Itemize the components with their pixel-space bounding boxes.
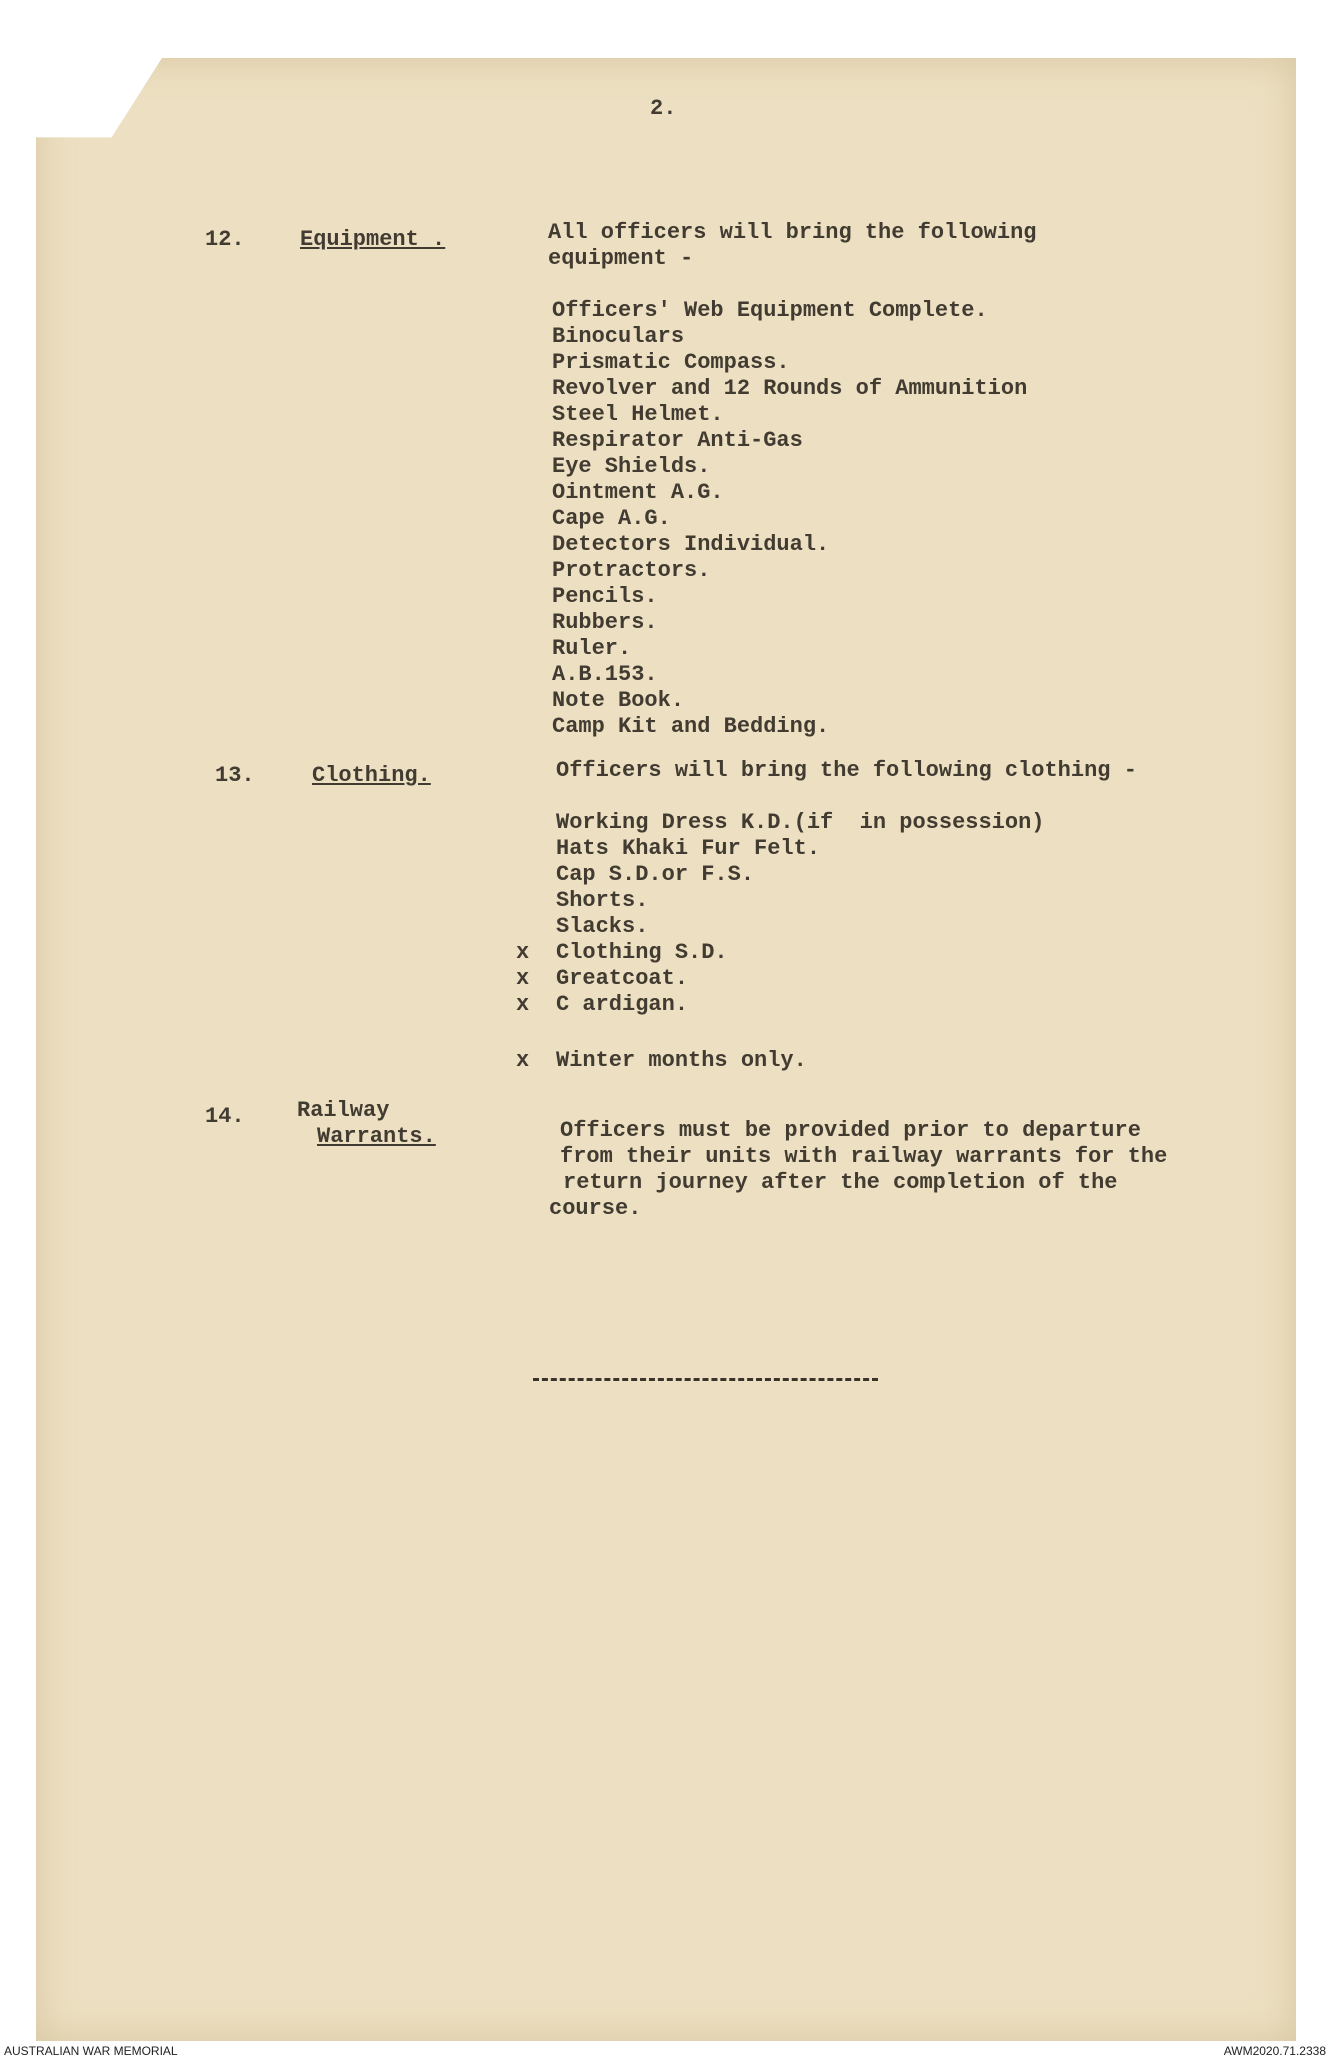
section-12-intro-line2: equipment -	[548, 246, 694, 271]
footer-left: AUSTRALIAN WAR MEMORIAL	[4, 2044, 178, 2058]
section-13-intro: Officers will bring the following clothing -	[556, 758, 1137, 783]
closing-rule	[533, 1378, 878, 1381]
section-14-text-line2: from their units with railway warrants for the	[560, 1144, 1168, 1169]
section-13-number: 13.	[215, 763, 255, 788]
page-number: 2.	[650, 96, 677, 121]
section-14-title-line2: Warrants.	[317, 1124, 436, 1149]
section-12-title: Equipment .	[300, 227, 446, 252]
section-12-number: 12.	[205, 227, 245, 252]
winter-note-mark: x	[516, 1048, 530, 1073]
footer-right: AWM2020.71.2338	[1223, 2044, 1326, 2058]
section-14-title-line1: Railway	[297, 1098, 390, 1123]
section-14-text-line3: return journey after the completion of the	[563, 1170, 1118, 1195]
section-14-number: 14.	[205, 1104, 245, 1129]
winter-note: Winter months only.	[556, 1048, 807, 1073]
section-14-text-line1: Officers must be provided prior to departure	[560, 1118, 1141, 1143]
section-14-text-line4: course.	[549, 1196, 642, 1221]
section-12-intro-line1: All officers will bring the following	[548, 220, 1037, 245]
section-13-title: Clothing.	[312, 763, 431, 788]
